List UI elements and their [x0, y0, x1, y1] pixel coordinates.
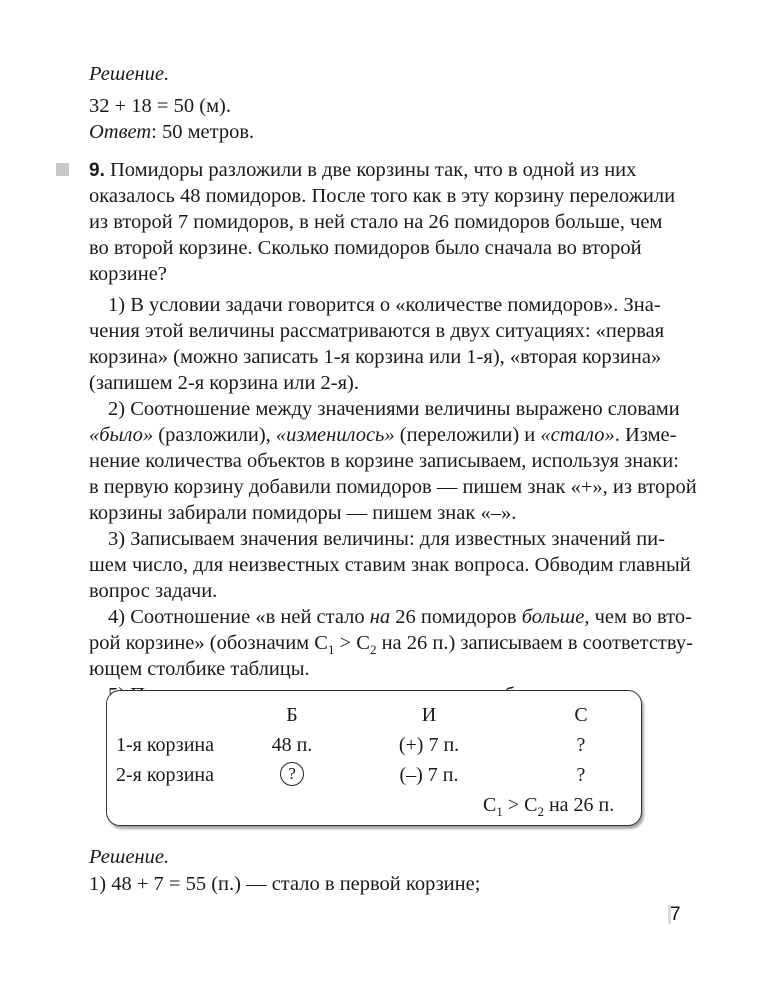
- prev-solution-equation: 32 + 18 = 50 (м).: [89, 95, 231, 117]
- prev-answer: [89, 120, 254, 144]
- header-i: И: [421, 704, 437, 726]
- task-line-1: 9. Помидоры разложили в две корзины так, что в одной из них: [89, 159, 637, 181]
- task-line-4: во второй корзине. Сколько помидоров было сначала во второй: [89, 237, 642, 259]
- answer-value: : 50 метров.: [151, 121, 255, 143]
- row2-b: [280, 761, 304, 786]
- row1-i: (+) 7 п.: [398, 734, 460, 756]
- relation-c1-c2: $С_1 > С_2$ на 26 п.: [483, 794, 615, 819]
- step2-line-5: корзины забирали помидоры — пишем знак «–».: [89, 502, 517, 524]
- page-number: 7: [670, 904, 681, 925]
- step2-line-1: 2) Соотношение между значениями величины выражено словами: [108, 398, 680, 420]
- step1-line-4: (запишем 2-я корзина или 2-я).: [89, 372, 359, 394]
- step3-line-3: вопрос задачи.: [89, 580, 218, 602]
- step2-line-3: нение количества объектов в корзине записываем, используя знаки:: [89, 450, 679, 472]
- step4-line-1: 4) Соотношение «в ней стало на 26 помидоров больше, чем во вто-: [108, 606, 692, 628]
- task-line-2: оказалось 48 помидоров. После того как в эту корзину переложили: [89, 185, 676, 207]
- header-b: Б: [286, 704, 298, 726]
- row1-b: 48 п.: [271, 734, 313, 756]
- row2-c: ?: [576, 764, 586, 786]
- step3-line-1: 3) Записываем значения величины: для известных значений пи-: [108, 528, 665, 550]
- prev-solution-heading: Решение.: [89, 63, 170, 85]
- task-number: 9.: [89, 160, 105, 181]
- task-line-3: из второй 7 помидоров, в ней стало на 26 помидоров больше, чем: [89, 211, 663, 233]
- short-record-table: [106, 690, 642, 826]
- row2-i: (–) 7 п.: [399, 764, 459, 786]
- step1-line-2: чения этой величины рассматриваются в двух ситуациях: «первая: [89, 320, 665, 342]
- step1-line-3: корзина» (можно записать 1-я корзина или 1-я), «вторая корзина»: [89, 346, 662, 368]
- row1-c: ?: [576, 734, 586, 756]
- row2-label: 2-я корзина: [116, 764, 214, 786]
- answer-label: Ответ: [89, 121, 152, 143]
- step4-line-3: ющем столбике таблицы.: [89, 658, 310, 680]
- solution-step-1: 1) 48 + 7 = 55 (п.) — стало в первой корзине;: [89, 873, 481, 895]
- task-marker-icon: [56, 163, 69, 176]
- step4-line-2: рой корзине» (обозначим $С_1 > С_2$ на 26 п.) записываем в соответству-: [89, 632, 693, 657]
- row1-label: 1-я корзина: [116, 734, 214, 756]
- header-c: С: [574, 704, 588, 726]
- step2-line-2: «было» (разложили), «изменилось» (переложили) и «стало». Изме-: [89, 424, 677, 446]
- step3-line-2: шем число, для неизвестных ставим знак вопроса. Обводим главный: [89, 554, 691, 576]
- step1-line-1: 1) В условии задачи говорится о «количестве помидоров». Зна-: [108, 294, 661, 316]
- step2-line-4: в первую корзину добавили помидоров — пишем знак «+», из второй: [89, 476, 697, 498]
- circled-question-icon: ?: [280, 762, 304, 786]
- solution-heading: Решение.: [89, 846, 170, 868]
- task-line-5: корзине?: [89, 263, 167, 285]
